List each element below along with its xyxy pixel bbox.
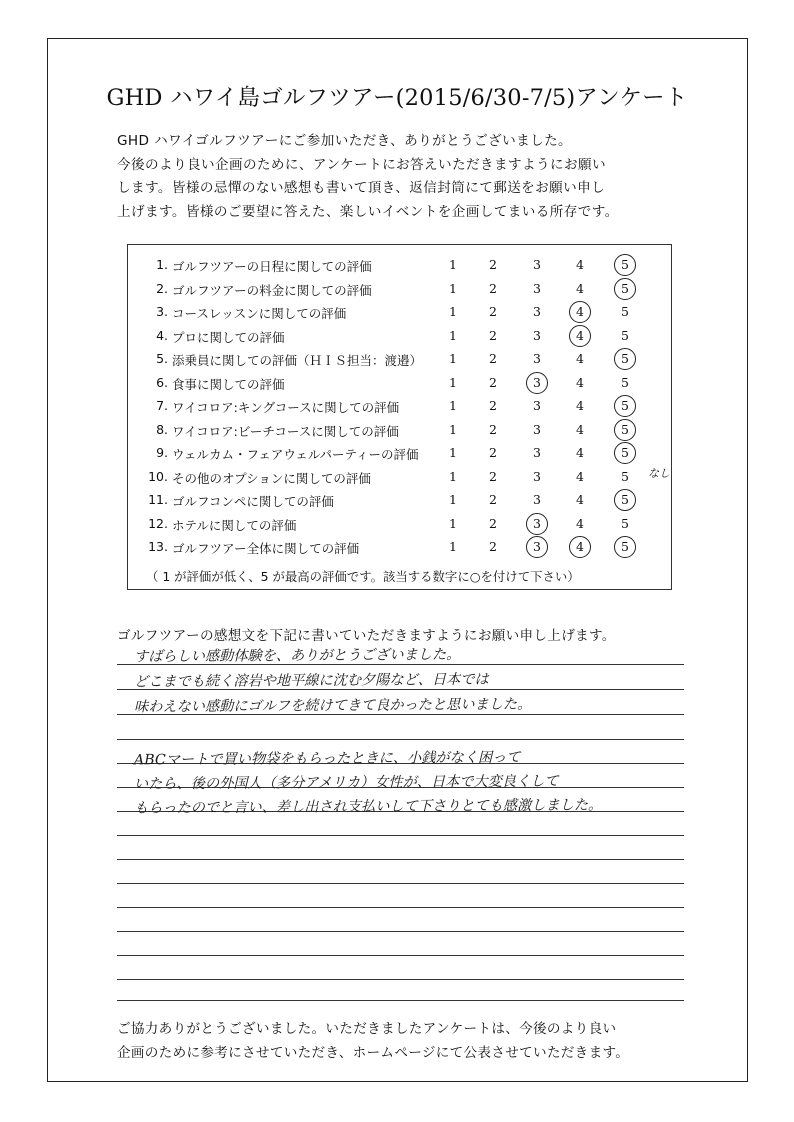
- score-option[interactable]: 1: [449, 445, 457, 460]
- question-label: ゴルフコンペに関しての評価: [172, 494, 334, 509]
- score-option[interactable]: 1: [449, 421, 457, 437]
- score-option[interactable]: 5: [621, 304, 629, 319]
- handwritten-line: すばらしい感動体験を、ありがとうございました。: [133, 646, 461, 666]
- handwritten-line: どこまでも続く溶岩や地平線に沈む夕陽など、日本では: [133, 671, 489, 691]
- ruled-line: [117, 955, 684, 956]
- score-option-selected[interactable]: 5: [614, 348, 636, 370]
- score-option[interactable]: 1: [449, 515, 457, 531]
- handwritten-note: なし: [648, 466, 670, 480]
- score-option[interactable]: 1: [449, 492, 457, 507]
- handwritten-line: もらったのでと言い、差し出され支払いして下さりとても感激しました。: [133, 797, 603, 817]
- score-option[interactable]: 4: [576, 468, 584, 484]
- score-option[interactable]: 4: [576, 515, 584, 531]
- score-option-selected[interactable]: 5: [614, 442, 636, 464]
- score-option[interactable]: 5: [621, 327, 629, 343]
- score-option[interactable]: 4: [576, 351, 584, 366]
- score-option[interactable]: 1: [449, 257, 457, 272]
- intro-line: 今後のより良い企画のために、アンケートにお答えいただきますようにお願い: [117, 156, 606, 173]
- closing-line: 企画のために参考にさせていただき、ホームページにて公表させていただきます。: [117, 1044, 630, 1061]
- score-option[interactable]: 2: [489, 374, 497, 390]
- score-option[interactable]: 3: [533, 468, 541, 484]
- question-number: 5.: [156, 351, 168, 366]
- score-option[interactable]: 2: [489, 421, 497, 437]
- score-option[interactable]: 2: [489, 515, 497, 531]
- ruled-line: [117, 907, 684, 908]
- score-option[interactable]: 1: [449, 398, 457, 413]
- score-option[interactable]: 3: [533, 304, 541, 319]
- question-label: ホテルに関しての評価: [172, 517, 297, 533]
- score-option[interactable]: 1: [449, 374, 457, 390]
- ruled-line: [117, 739, 684, 740]
- intro-line: します。皆様の忌憚のない感想も書いて頂き、返信封筒にて郵送をお願い申し: [117, 180, 606, 196]
- score-option[interactable]: 3: [533, 445, 541, 460]
- score-option-selected[interactable]: 3: [526, 372, 548, 394]
- question-number: 2.: [156, 280, 168, 296]
- question-label: その他のオプションに関しての評価: [172, 470, 371, 486]
- handwritten-line: ABCマートで買い物袋をもらったときに、小銭がなく困って: [133, 749, 521, 769]
- question-label: ゴルフツアー全体に関しての評価: [172, 541, 360, 556]
- intro-text: [117, 130, 692, 224]
- handwritten-line: いたら、後の外国人（多分アメリカ）女性が、日本で大変良くして: [133, 773, 559, 793]
- rating-table: [127, 244, 672, 590]
- score-option-selected[interactable]: 5: [614, 254, 636, 276]
- ruled-line: [117, 979, 684, 980]
- score-option[interactable]: 5: [621, 515, 629, 531]
- score-option-selected[interactable]: 4: [569, 325, 591, 347]
- score-option[interactable]: 2: [489, 327, 497, 343]
- score-option[interactable]: 2: [489, 257, 497, 272]
- score-option[interactable]: 4: [576, 257, 584, 272]
- score-option[interactable]: 1: [449, 539, 457, 554]
- score-option-selected[interactable]: 5: [614, 278, 636, 300]
- question-number: 4.: [156, 327, 168, 343]
- handwritten-line: 味わえない感動にゴルフを続けてきて良かったと思いました。: [133, 696, 532, 716]
- question-label: プロに関しての評価: [172, 329, 285, 345]
- score-option[interactable]: 2: [489, 445, 497, 460]
- score-option-selected[interactable]: 5: [614, 536, 636, 558]
- ruled-line: [117, 1000, 684, 1001]
- question-row: [128, 516, 671, 540]
- question-label: ワイコロア:ビーチコースに関しての評価: [172, 423, 399, 439]
- score-option[interactable]: 1: [449, 280, 457, 296]
- score-option[interactable]: 3: [533, 421, 541, 437]
- score-option[interactable]: 3: [533, 257, 541, 272]
- question-label: ゴルフツアーの日程に関しての評価: [172, 259, 372, 274]
- score-option[interactable]: 5: [621, 374, 629, 390]
- question-number: 6.: [156, 374, 168, 390]
- score-option[interactable]: 2: [489, 492, 497, 507]
- ruled-line: [117, 859, 684, 860]
- question-number: 8.: [156, 421, 168, 437]
- score-option[interactable]: 2: [489, 280, 497, 296]
- score-option[interactable]: 2: [489, 539, 497, 554]
- intro-line: GHD ハワイゴルフツアーにご参加いただき、ありがとうございました。: [117, 133, 573, 149]
- score-option-selected[interactable]: 5: [614, 419, 636, 441]
- question-row: [128, 539, 671, 563]
- score-option[interactable]: 2: [489, 468, 497, 484]
- score-option[interactable]: 5: [621, 468, 629, 484]
- ruled-line: [117, 931, 684, 932]
- question-label: コースレッスンに関しての評価: [172, 306, 347, 321]
- closing-line: ご協力ありがとうございました。いただきましたアンケートは、今後のより良い: [117, 1021, 617, 1037]
- question-number: 11.: [148, 492, 168, 507]
- score-option-selected[interactable]: 5: [614, 489, 636, 511]
- score-option[interactable]: 1: [449, 468, 457, 484]
- score-option[interactable]: 3: [533, 351, 541, 366]
- score-option[interactable]: 3: [533, 327, 541, 343]
- score-option[interactable]: 3: [533, 280, 541, 296]
- score-option[interactable]: 4: [576, 492, 584, 507]
- question-label: 食事に関しての評価: [172, 376, 285, 392]
- score-option-selected[interactable]: 3: [526, 513, 548, 535]
- score-option-selected[interactable]: 4: [569, 301, 591, 323]
- ruled-line: [117, 835, 684, 836]
- question-number: 7.: [156, 398, 168, 413]
- score-option[interactable]: 1: [449, 351, 457, 366]
- question-number: 3.: [156, 304, 168, 319]
- score-option[interactable]: 1: [449, 327, 457, 343]
- score-option[interactable]: 2: [489, 304, 497, 319]
- question-label: ゴルフツアーの料金に関しての評価: [172, 282, 372, 298]
- page-title: GHD ハワイ島ゴルフツアー(2015/6/30-7/5)アンケート: [106, 85, 688, 111]
- score-option-selected[interactable]: 3: [526, 536, 548, 558]
- question-label: ワイコロア:キングコースに関しての評価: [172, 400, 400, 415]
- question-number: 1.: [156, 257, 168, 272]
- table-note: （ 1 が評価が低く、5 が最高の評価です。該当する数字に○を付けて下さい）: [146, 569, 580, 584]
- question-label: 添乗員に関しての評価（ＨＩＳ担当：渡邉）: [172, 353, 423, 368]
- score-option[interactable]: 2: [489, 398, 497, 413]
- score-option-selected[interactable]: 4: [569, 536, 591, 558]
- score-option[interactable]: 4: [576, 421, 584, 437]
- question-number: 10.: [148, 468, 168, 484]
- question-number: 9.: [156, 445, 168, 460]
- score-option[interactable]: 3: [533, 492, 541, 507]
- question-row: [128, 304, 671, 328]
- score-option[interactable]: 1: [449, 304, 457, 319]
- score-option[interactable]: 4: [576, 445, 584, 460]
- ruled-line: [117, 883, 684, 884]
- closing-text: [117, 1018, 629, 1065]
- comment-prompt: ゴルフツアーの感想文を下記に書いていただきますようにお願い申し上げます。: [117, 628, 616, 644]
- score-option[interactable]: 4: [576, 280, 584, 296]
- question-label: ウェルカム・フェアウェルパーティーの評価: [172, 447, 419, 462]
- intro-line: 上げます。皆様のご要望に答えた、楽しいイベントを企画してまいる所存です。: [117, 203, 619, 220]
- score-option[interactable]: 4: [576, 398, 584, 413]
- score-option[interactable]: 4: [576, 374, 584, 390]
- score-option-selected[interactable]: 5: [614, 395, 636, 417]
- question-number: 13.: [148, 539, 168, 554]
- score-option[interactable]: 3: [533, 398, 541, 413]
- question-number: 12.: [148, 515, 168, 531]
- question-row: [128, 281, 671, 305]
- score-option[interactable]: 2: [489, 351, 497, 366]
